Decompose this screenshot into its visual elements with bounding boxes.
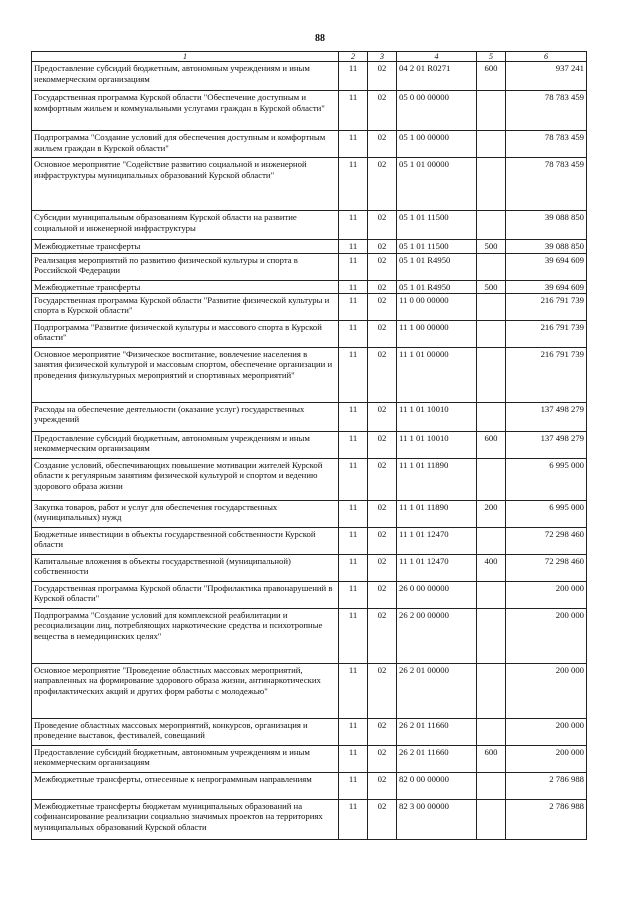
row-name: Государственная программа Курской области "Профилактика правонарушений в Курской области" bbox=[32, 581, 339, 608]
row-subsection: 02 bbox=[368, 431, 397, 458]
row-name: Расходы на обеспечение деятельности (оказание услуг) государственных учреждений bbox=[32, 402, 339, 431]
row-subsection: 02 bbox=[368, 91, 397, 131]
row-section: 11 bbox=[339, 718, 368, 745]
row-amount: 6 995 000 bbox=[506, 458, 587, 500]
table-row bbox=[32, 280, 587, 293]
row-target-code: 11 1 01 11890 bbox=[397, 500, 477, 527]
row-name: Субсидии муниципальным образованиям Курской области на развитие социальной и инженерной инфраструктуры bbox=[32, 211, 339, 240]
table-row bbox=[32, 253, 587, 280]
row-section: 11 bbox=[339, 663, 368, 718]
table-row bbox=[32, 347, 587, 402]
table-row bbox=[32, 608, 587, 663]
row-section: 11 bbox=[339, 799, 368, 839]
row-section: 11 bbox=[339, 91, 368, 131]
table-row bbox=[32, 62, 587, 91]
row-subsection: 02 bbox=[368, 293, 397, 320]
table-row bbox=[32, 772, 587, 799]
row-name: Государственная программа Курской области "Обеспечение доступным и комфортным жильем и коммунальными услугами граждан в Курской области" bbox=[32, 91, 339, 131]
row-expense-type bbox=[477, 663, 506, 718]
row-subsection: 02 bbox=[368, 402, 397, 431]
row-section: 11 bbox=[339, 745, 368, 772]
column-header: 5 bbox=[477, 52, 506, 62]
row-name: Предоставление субсидий бюджетным, автономным учреждениям и иным некоммерческим организациям bbox=[32, 745, 339, 772]
row-target-code: 26 2 01 11660 bbox=[397, 745, 477, 772]
column-header: 6 bbox=[506, 52, 587, 62]
row-name: Основное мероприятие "Физическое воспитание, вовлечение населения в занятия физической культурой и массовым спортом, обеспечение организации и проведения физкультурных мероприятий и спортивных мероприятий" bbox=[32, 347, 339, 402]
row-subsection: 02 bbox=[368, 799, 397, 839]
row-target-code: 04 2 01 R0271 bbox=[397, 62, 477, 91]
row-amount: 216 791 739 bbox=[506, 320, 587, 347]
row-expense-type: 600 bbox=[477, 62, 506, 91]
row-section: 11 bbox=[339, 527, 368, 554]
row-name: Подпрограмма "Развитие физической культуры и массового спорта в Курской области" bbox=[32, 320, 339, 347]
row-name: Подпрограмма "Создание условий для обеспечения доступным и комфортным жильем граждан в Курской области" bbox=[32, 131, 339, 158]
row-subsection: 02 bbox=[368, 718, 397, 745]
table-row bbox=[32, 402, 587, 431]
row-target-code: 26 0 00 00000 bbox=[397, 581, 477, 608]
row-name: Реализация мероприятий по развитию физической культуры и спорта в Российской Федерации bbox=[32, 253, 339, 280]
row-section: 11 bbox=[339, 458, 368, 500]
column-header: 4 bbox=[397, 52, 477, 62]
row-section: 11 bbox=[339, 608, 368, 663]
row-amount: 200 000 bbox=[506, 663, 587, 718]
row-name: Закупка товаров, работ и услуг для обеспечения государственных (муниципальных) нужд bbox=[32, 500, 339, 527]
row-expense-type: 200 bbox=[477, 500, 506, 527]
row-name: Капитальные вложения в объекты государственной (муниципальной) собственности bbox=[32, 554, 339, 581]
row-subsection: 02 bbox=[368, 240, 397, 253]
column-header: 2 bbox=[339, 52, 368, 62]
row-target-code: 05 0 00 00000 bbox=[397, 91, 477, 131]
row-name: Государственная программа Курской области "Развитие физической культуры и спорта в Курской области" bbox=[32, 293, 339, 320]
table-row bbox=[32, 458, 587, 500]
row-subsection: 02 bbox=[368, 211, 397, 240]
row-subsection: 02 bbox=[368, 458, 397, 500]
table-row bbox=[32, 431, 587, 458]
row-target-code: 11 1 01 00000 bbox=[397, 347, 477, 402]
page-number: 88 bbox=[315, 33, 325, 44]
row-expense-type bbox=[477, 527, 506, 554]
row-expense-type bbox=[477, 320, 506, 347]
row-name: Межбюджетные трансферты bbox=[32, 280, 339, 293]
row-target-code: 11 0 00 00000 bbox=[397, 293, 477, 320]
row-subsection: 02 bbox=[368, 347, 397, 402]
row-expense-type bbox=[477, 158, 506, 211]
row-expense-type bbox=[477, 402, 506, 431]
row-amount: 200 000 bbox=[506, 608, 587, 663]
table-row bbox=[32, 91, 587, 131]
row-section: 11 bbox=[339, 772, 368, 799]
row-target-code: 82 0 00 00000 bbox=[397, 772, 477, 799]
row-subsection: 02 bbox=[368, 772, 397, 799]
row-amount: 137 498 279 bbox=[506, 431, 587, 458]
row-subsection: 02 bbox=[368, 554, 397, 581]
row-target-code: 05 1 01 11500 bbox=[397, 240, 477, 253]
row-amount: 200 000 bbox=[506, 581, 587, 608]
row-subsection: 02 bbox=[368, 280, 397, 293]
row-subsection: 02 bbox=[368, 253, 397, 280]
row-section: 11 bbox=[339, 581, 368, 608]
row-target-code: 11 1 01 12470 bbox=[397, 554, 477, 581]
row-target-code: 11 1 01 10010 bbox=[397, 402, 477, 431]
row-amount: 137 498 279 bbox=[506, 402, 587, 431]
table-row bbox=[32, 131, 587, 158]
row-expense-type: 500 bbox=[477, 280, 506, 293]
row-expense-type bbox=[477, 347, 506, 402]
row-expense-type: 600 bbox=[477, 431, 506, 458]
row-amount: 200 000 bbox=[506, 718, 587, 745]
row-section: 11 bbox=[339, 253, 368, 280]
row-section: 11 bbox=[339, 211, 368, 240]
row-section: 11 bbox=[339, 402, 368, 431]
table-row bbox=[32, 500, 587, 527]
row-amount: 72 298 460 bbox=[506, 527, 587, 554]
row-subsection: 02 bbox=[368, 131, 397, 158]
row-subsection: 02 bbox=[368, 745, 397, 772]
row-name: Создание условий, обеспечивающих повышение мотивации жителей Курской области к регулярным занятиям физической культурой и спортом и ведению здорового образа жизни bbox=[32, 458, 339, 500]
table-row bbox=[32, 158, 587, 211]
row-subsection: 02 bbox=[368, 320, 397, 347]
row-expense-type bbox=[477, 799, 506, 839]
row-expense-type bbox=[477, 253, 506, 280]
table-row bbox=[32, 527, 587, 554]
table-row bbox=[32, 745, 587, 772]
row-section: 11 bbox=[339, 500, 368, 527]
row-expense-type bbox=[477, 293, 506, 320]
row-target-code: 11 1 01 11890 bbox=[397, 458, 477, 500]
row-subsection: 02 bbox=[368, 500, 397, 527]
row-subsection: 02 bbox=[368, 62, 397, 91]
column-header: 1 bbox=[32, 52, 339, 62]
row-expense-type bbox=[477, 458, 506, 500]
row-subsection: 02 bbox=[368, 527, 397, 554]
row-section: 11 bbox=[339, 320, 368, 347]
row-expense-type: 600 bbox=[477, 745, 506, 772]
row-amount: 72 298 460 bbox=[506, 554, 587, 581]
table-row bbox=[32, 663, 587, 718]
row-subsection: 02 bbox=[368, 663, 397, 718]
row-amount: 2 786 988 bbox=[506, 772, 587, 799]
row-amount: 78 783 459 bbox=[506, 91, 587, 131]
row-section: 11 bbox=[339, 293, 368, 320]
table-row bbox=[32, 211, 587, 240]
row-target-code: 26 2 01 11660 bbox=[397, 718, 477, 745]
row-section: 11 bbox=[339, 280, 368, 293]
row-expense-type bbox=[477, 91, 506, 131]
row-name: Подпрограмма "Создание условий для комплексной реабилитации и ресоциализации лиц, потребляющих наркотические средства и психотропные вещества в немедицинских целях" bbox=[32, 608, 339, 663]
row-name: Межбюджетные трансферты, отнесенные к непрограммным направлениям bbox=[32, 772, 339, 799]
row-name: Межбюджетные трансферты бюджетам муниципальных образований на софинансирование реализации социально значимых проектов на территориях муниципальных образований Курской области bbox=[32, 799, 339, 839]
row-name: Проведение областных массовых мероприятий, конкурсов, организация и проведение выставок, фестивалей, совещаний bbox=[32, 718, 339, 745]
row-subsection: 02 bbox=[368, 158, 397, 211]
row-expense-type: 500 bbox=[477, 240, 506, 253]
row-subsection: 02 bbox=[368, 608, 397, 663]
column-header: 3 bbox=[368, 52, 397, 62]
table-row bbox=[32, 320, 587, 347]
header-row bbox=[32, 52, 587, 62]
row-amount: 937 241 bbox=[506, 62, 587, 91]
row-expense-type bbox=[477, 581, 506, 608]
row-expense-type bbox=[477, 211, 506, 240]
table-row bbox=[32, 240, 587, 253]
table-row bbox=[32, 799, 587, 839]
row-amount: 216 791 739 bbox=[506, 347, 587, 402]
row-name: Бюджетные инвестиции в объекты государственной собственности Курской области bbox=[32, 527, 339, 554]
row-amount: 39 088 850 bbox=[506, 240, 587, 253]
row-target-code: 05 1 01 11500 bbox=[397, 211, 477, 240]
row-amount: 39 088 850 bbox=[506, 211, 587, 240]
row-name: Предоставление субсидий бюджетным, автономным учреждениям и иным некоммерческим организациям bbox=[32, 431, 339, 458]
row-amount: 78 783 459 bbox=[506, 131, 587, 158]
row-target-code: 82 3 00 00000 bbox=[397, 799, 477, 839]
row-name: Основное мероприятие "Проведение областных массовых мероприятий, направленных на формирование здорового образа жизни, антинаркотических профилактических акций и других форм работы с молодежью" bbox=[32, 663, 339, 718]
row-target-code: 05 1 01 R4950 bbox=[397, 280, 477, 293]
row-section: 11 bbox=[339, 347, 368, 402]
row-expense-type: 400 bbox=[477, 554, 506, 581]
row-amount: 39 694 609 bbox=[506, 253, 587, 280]
row-amount: 200 000 bbox=[506, 745, 587, 772]
table-row bbox=[32, 581, 587, 608]
row-amount: 39 694 609 bbox=[506, 280, 587, 293]
row-target-code: 26 2 01 00000 bbox=[397, 663, 477, 718]
row-expense-type bbox=[477, 131, 506, 158]
row-subsection: 02 bbox=[368, 581, 397, 608]
row-target-code: 26 2 00 00000 bbox=[397, 608, 477, 663]
row-section: 11 bbox=[339, 131, 368, 158]
row-amount: 2 786 988 bbox=[506, 799, 587, 839]
row-expense-type bbox=[477, 608, 506, 663]
row-section: 11 bbox=[339, 431, 368, 458]
row-target-code: 11 1 00 00000 bbox=[397, 320, 477, 347]
table-row bbox=[32, 718, 587, 745]
row-expense-type bbox=[477, 718, 506, 745]
row-section: 11 bbox=[339, 158, 368, 211]
row-target-code: 11 1 01 10010 bbox=[397, 431, 477, 458]
row-section: 11 bbox=[339, 62, 368, 91]
row-amount: 216 791 739 bbox=[506, 293, 587, 320]
row-amount: 6 995 000 bbox=[506, 500, 587, 527]
row-target-code: 05 1 01 00000 bbox=[397, 158, 477, 211]
row-name: Межбюджетные трансферты bbox=[32, 240, 339, 253]
row-target-code: 11 1 01 12470 bbox=[397, 527, 477, 554]
table-row bbox=[32, 554, 587, 581]
row-target-code: 05 1 01 R4950 bbox=[397, 253, 477, 280]
row-amount: 78 783 459 bbox=[506, 158, 587, 211]
row-name: Предоставление субсидий бюджетным, автономным учреждениям и иным некоммерческим организациям bbox=[32, 62, 339, 91]
table-row bbox=[32, 293, 587, 320]
row-section: 11 bbox=[339, 240, 368, 253]
row-expense-type bbox=[477, 772, 506, 799]
row-target-code: 05 1 00 00000 bbox=[397, 131, 477, 158]
budget-table bbox=[31, 51, 587, 840]
row-name: Основное мероприятие "Содействие развитию социальной и инженерной инфраструктуры муниципальных образований Курской области" bbox=[32, 158, 339, 211]
row-section: 11 bbox=[339, 554, 368, 581]
